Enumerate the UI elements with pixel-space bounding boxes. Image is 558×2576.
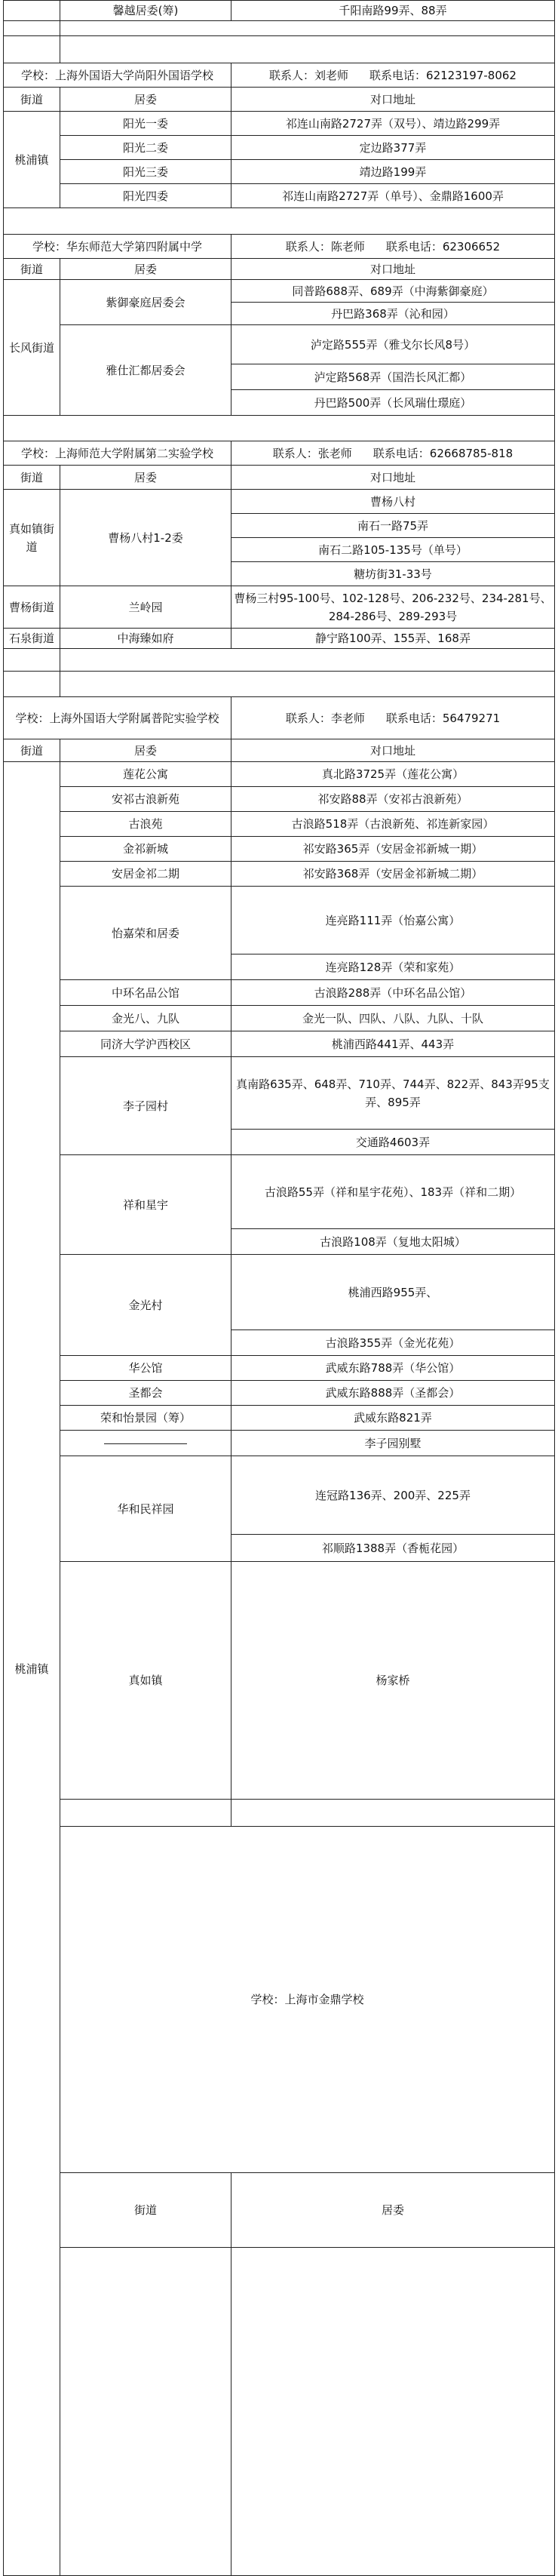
table-row bbox=[4, 837, 555, 862]
address-cell: 泸定路555弄（雅戈尔长风8号） bbox=[231, 325, 555, 364]
table-row bbox=[4, 1, 555, 21]
address-cell: 交通路4603弄 bbox=[231, 1130, 555, 1155]
empty-row bbox=[4, 672, 555, 697]
table-row bbox=[4, 490, 555, 514]
committee-cell: 金光村 bbox=[60, 1255, 231, 1356]
committee-cell: 金祁新城 bbox=[60, 837, 231, 862]
table-row bbox=[4, 1562, 555, 1800]
school-name: 学校：上海师范大学附属第二实验学校 bbox=[4, 441, 231, 466]
table-row bbox=[4, 1381, 555, 1406]
address-cell: 祁连山南路2727弄（双号）、靖边路299弄 bbox=[231, 112, 555, 136]
committee-cell: 金光八、九队 bbox=[60, 1006, 231, 1031]
table-row bbox=[4, 184, 555, 208]
contact-phone: 联系电话：62123197-8062 bbox=[369, 68, 517, 82]
table-row bbox=[4, 136, 555, 160]
empty-row bbox=[4, 36, 555, 63]
column-header-row bbox=[4, 2173, 555, 2248]
address-cell: 武威东路888弄（圣都会） bbox=[231, 1381, 555, 1406]
committee-cell: 安祁古浪新苑 bbox=[60, 787, 231, 812]
address-cell: 靖边路199弄 bbox=[231, 160, 555, 184]
address-cell: 古浪路55弄（祥和星宇花苑）、183弄（祥和二期） bbox=[231, 1155, 555, 1229]
school-header-row bbox=[4, 441, 555, 466]
committee-cell: 馨越居委(筹) bbox=[60, 1, 231, 21]
committee-cell: 中环名品公馆 bbox=[60, 980, 231, 1006]
address-cell: 定边路377弄 bbox=[231, 136, 555, 160]
contact-info bbox=[231, 235, 555, 259]
table-row bbox=[4, 762, 555, 787]
address-cell: 古浪路288弄（中环名品公馆） bbox=[231, 980, 555, 1006]
address-cell: 金光一队、四队、八队、九队、十队 bbox=[231, 1006, 555, 1031]
committee-cell bbox=[60, 1431, 231, 1456]
table-row bbox=[4, 629, 555, 649]
address-cell: 武威东路821弄 bbox=[231, 1406, 555, 1431]
contact-phone: 联系电话：56479271 bbox=[385, 711, 501, 725]
school-name: 学校：华东师范大学第四附属中学 bbox=[4, 235, 231, 259]
header-committee: 居委 bbox=[60, 88, 231, 112]
column-header-row bbox=[4, 739, 555, 762]
committee-cell: 李子园村 bbox=[60, 1057, 231, 1155]
empty-row bbox=[4, 1800, 555, 1827]
address-cell: 祁安路365弄（安居金祁新城一期） bbox=[231, 837, 555, 862]
table-row bbox=[4, 787, 555, 812]
table-row bbox=[4, 1456, 555, 1535]
address-cell: 真北路3725弄（莲花公寓） bbox=[231, 762, 555, 787]
contact-person: 联系人：张老师 bbox=[272, 446, 352, 460]
contact-person: 联系人：李老师 bbox=[285, 711, 365, 725]
header-address: 对口地址 bbox=[231, 88, 555, 112]
table-row bbox=[4, 1255, 555, 1330]
street-cell bbox=[4, 1, 60, 21]
table-row bbox=[4, 1356, 555, 1381]
committee-cell: 阳光二委 bbox=[60, 136, 231, 160]
address-cell: 祁安路368弄（安居金祁新城二期） bbox=[231, 862, 555, 887]
committee-cell: 古浪苑 bbox=[60, 812, 231, 837]
school-district-table bbox=[3, 0, 555, 2576]
empty-row bbox=[4, 21, 555, 36]
address-cell: 桃浦西路955弄、 bbox=[231, 1255, 555, 1330]
contact-info bbox=[231, 697, 555, 739]
committee-cell: 怡嘉荣和居委 bbox=[60, 887, 231, 980]
address-cell: 丹巴路500弄（长风瑞仕璟庭） bbox=[231, 390, 555, 416]
street-cell: 长风街道 bbox=[4, 280, 60, 416]
table-row bbox=[4, 862, 555, 887]
table-row bbox=[4, 160, 555, 184]
committee-cell: 莲花公寓 bbox=[60, 762, 231, 787]
contact-phone: 联系电话：62668785-818 bbox=[373, 446, 514, 460]
table-row bbox=[4, 1155, 555, 1229]
address-cell: 李子园别墅 bbox=[231, 1431, 555, 1456]
header-committee: 居委 bbox=[60, 466, 231, 490]
committee-cell: 紫御豪庭居委会 bbox=[60, 280, 231, 325]
table-row bbox=[4, 887, 555, 954]
table-row bbox=[4, 1057, 555, 1130]
committee-cell: 雅仕汇都居委会 bbox=[60, 325, 231, 416]
column-header-row bbox=[4, 259, 555, 280]
address-cell: 连亮路111弄（怡嘉公寓） bbox=[231, 887, 555, 954]
street-cell: 石泉街道 bbox=[4, 629, 60, 649]
committee-cell: 阳光一委 bbox=[60, 112, 231, 136]
street-cell: 真如镇 bbox=[60, 1562, 231, 1800]
address-cell: 武威东路788弄（华公馆） bbox=[231, 1356, 555, 1381]
contact-info bbox=[231, 63, 555, 88]
address-cell: 南石一路75弄 bbox=[231, 514, 555, 538]
table-row bbox=[4, 1431, 555, 1456]
contact-info bbox=[231, 441, 555, 466]
address-cell: 曹杨八村 bbox=[231, 490, 555, 514]
contact-phone: 联系电话：62306652 bbox=[385, 239, 501, 254]
header-committee: 居委 bbox=[60, 259, 231, 280]
empty-row bbox=[4, 208, 555, 235]
address-cell: 祁顺路1388弄（香栀花园） bbox=[231, 1535, 555, 1562]
street-cell: 曹杨街道 bbox=[4, 586, 60, 629]
committee-cell: 阳光四委 bbox=[60, 184, 231, 208]
address-cell: 古浪路518弄（古浪新苑、祁连新家园） bbox=[231, 812, 555, 837]
school-name: 学校：上海外国语大学附属普陀实验学校 bbox=[4, 697, 231, 739]
address-cell: 祁连山南路2727弄（单号）、金鼎路1600弄 bbox=[231, 184, 555, 208]
address-cell: 古浪路355弄（金光花苑） bbox=[231, 1330, 555, 1356]
header-street: 街道 bbox=[4, 739, 60, 762]
address-cell: 千阳南路99弄、88弄 bbox=[231, 1, 555, 21]
table-row bbox=[4, 812, 555, 837]
address-cell: 古浪路108弄（复地太阳城） bbox=[231, 1229, 555, 1255]
address-cell: 连亮路128弄（荣和家苑） bbox=[231, 954, 555, 980]
street-cell: 桃浦镇 bbox=[4, 112, 60, 208]
committee-cell: 曹杨八村1-2委 bbox=[60, 490, 231, 586]
table-row bbox=[4, 980, 555, 1006]
header-street: 街道 bbox=[60, 2173, 231, 2248]
street-cell bbox=[60, 2248, 231, 2576]
committee-cell: 兰岭园 bbox=[60, 586, 231, 629]
school-header-row bbox=[4, 1827, 555, 2173]
address-cell: 静宁路100弄、155弄、168弄 bbox=[231, 629, 555, 649]
committee-cell: 中海臻如府 bbox=[60, 629, 231, 649]
empty-row bbox=[4, 416, 555, 441]
committee-cell: 同济大学沪西校区 bbox=[60, 1031, 231, 1057]
empty-row bbox=[4, 649, 555, 672]
table-row bbox=[4, 586, 555, 629]
header-address: 对口地址 bbox=[231, 466, 555, 490]
table-row bbox=[4, 1406, 555, 1431]
address-cell: 糖坊街31-33号 bbox=[231, 562, 555, 586]
committee-cell: 祥和星宇 bbox=[60, 1155, 231, 1255]
school-header-row bbox=[4, 235, 555, 259]
school-name: 学校：上海外国语大学尚阳外国语学校 bbox=[4, 63, 231, 88]
header-address: 对口地址 bbox=[231, 739, 555, 762]
column-header-row bbox=[4, 88, 555, 112]
header-street: 街道 bbox=[4, 466, 60, 490]
table-row bbox=[4, 2248, 555, 2576]
address-cell: 真南路635弄、648弄、710弄、744弄、822弄、843弄95支弄、895弄 bbox=[231, 1057, 555, 1130]
address-cell: 祁安路88弄（安祁古浪新苑） bbox=[231, 787, 555, 812]
contact-person: 联系人：陈老师 bbox=[285, 239, 365, 254]
address-cell: 桃浦西路441弄、443弄 bbox=[231, 1031, 555, 1057]
street-cell: 桃浦镇 bbox=[4, 762, 60, 2576]
address-cell: 同普路688弄、689弄（中海紫御豪庭） bbox=[231, 280, 555, 303]
committee-cell: 荣和怡景园（筹） bbox=[60, 1406, 231, 1431]
table-row bbox=[4, 325, 555, 364]
school-header-row bbox=[4, 63, 555, 88]
contact-person: 联系人：刘老师 bbox=[269, 68, 349, 82]
committee-cell: 杨家桥 bbox=[231, 1562, 555, 1800]
address-cell: 连冠路136弄、200弄、225弄 bbox=[231, 1456, 555, 1535]
committee-cell: 阳光三委 bbox=[60, 160, 231, 184]
school-header-row bbox=[4, 697, 555, 739]
header-address: 对口地址 bbox=[231, 259, 555, 280]
table-row bbox=[4, 1031, 555, 1057]
dash-line bbox=[104, 1443, 187, 1444]
header-street: 街道 bbox=[4, 259, 60, 280]
table-row bbox=[4, 1006, 555, 1031]
school-name: 学校：上海市金鼎学校 bbox=[60, 1827, 555, 2173]
street-cell: 真如镇街道 bbox=[4, 490, 60, 586]
address-cell: 丹巴路368弄（沁和园） bbox=[231, 303, 555, 325]
header-street: 街道 bbox=[4, 88, 60, 112]
committee-cell bbox=[231, 2248, 555, 2576]
address-cell: 南石二路105-135号（单号） bbox=[231, 538, 555, 562]
column-header-row bbox=[4, 466, 555, 490]
address-cell: 曹杨三村95-100号、102-128号、206-232号、234-281号、284-286号、289-293号 bbox=[231, 586, 555, 629]
committee-cell: 安居金祁二期 bbox=[60, 862, 231, 887]
committee-cell: 华公馆 bbox=[60, 1356, 231, 1381]
header-committee: 居委 bbox=[231, 2173, 555, 2248]
committee-cell: 华和民祥园 bbox=[60, 1456, 231, 1562]
committee-cell: 圣都会 bbox=[60, 1381, 231, 1406]
table-row bbox=[4, 280, 555, 303]
table-row bbox=[4, 112, 555, 136]
address-cell: 泸定路568弄（国浩长风汇都） bbox=[231, 364, 555, 390]
header-committee: 居委 bbox=[60, 739, 231, 762]
